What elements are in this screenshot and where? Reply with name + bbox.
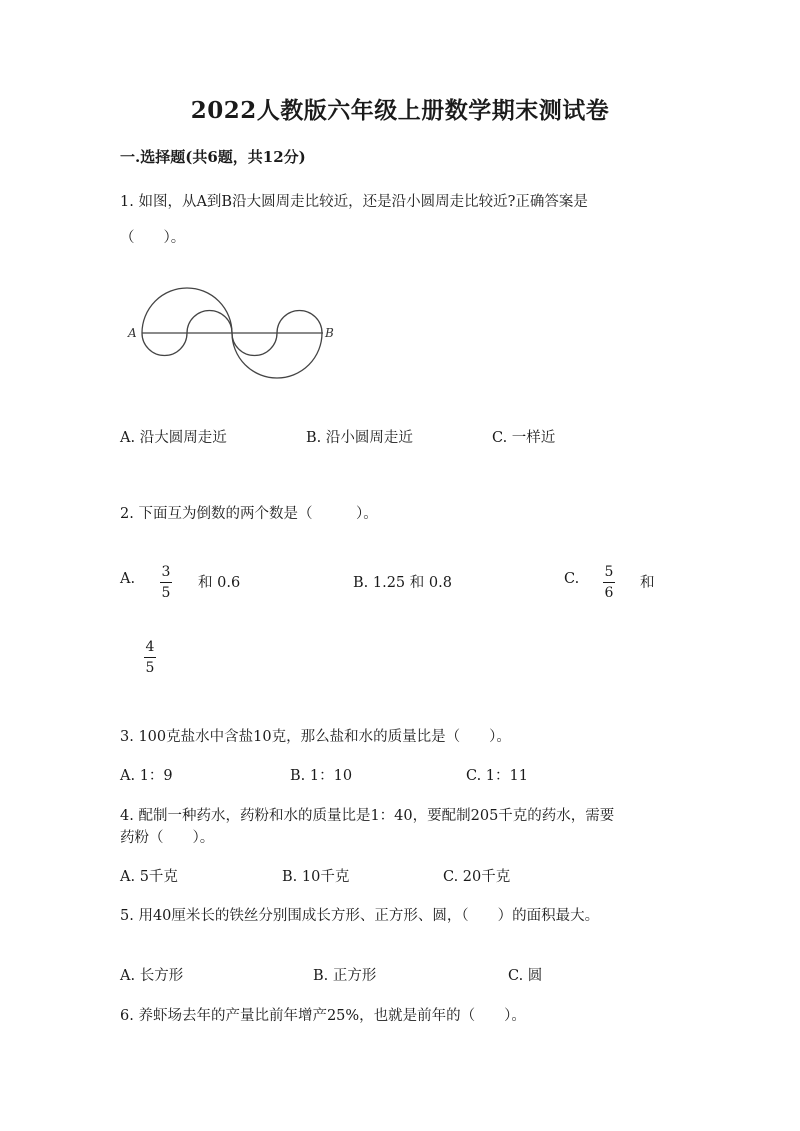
denominator: 6: [604, 585, 614, 601]
section-heading: 一.选择题(共6题，共12分): [120, 148, 306, 166]
q1-option-a[interactable]: A. 沿大圆周走近: [120, 430, 227, 446]
small-arc-2: [187, 311, 232, 334]
q4-option-c[interactable]: C. 20千克: [443, 869, 511, 885]
q1-text-line2: （ ）。: [120, 230, 186, 246]
q2-option-c-tail: 和: [640, 575, 655, 591]
page-title: 2022人教版六年级上册数学期末测试卷: [190, 97, 610, 124]
q6-text: 6. 养虾场去年的产量比前年增产25%，也就是前年的（ ）。: [120, 1008, 526, 1024]
q4-option-a[interactable]: A. 5千克: [120, 869, 178, 885]
label-b: B: [325, 326, 334, 340]
denominator: 5: [145, 660, 155, 676]
fraction-bar: [144, 657, 156, 658]
large-upper-arc: [142, 288, 232, 333]
q5-option-c[interactable]: C. 圆: [508, 968, 543, 984]
q5-text: 5. 用40厘米长的铁丝分别围成长方形、正方形、圆，（ ）的面积最大。: [120, 908, 600, 924]
small-arc-1: [142, 333, 187, 356]
large-lower-arc: [232, 333, 322, 378]
fraction-bar: [160, 582, 172, 583]
fraction-bar: [603, 582, 615, 583]
q1-text-line1: 1. 如图，从A到B沿大圆周走比较近，还是沿小圆周走比较近?正确答案是: [120, 194, 588, 210]
numerator: 4: [145, 639, 155, 655]
denominator: 5: [161, 585, 171, 601]
q4-text-line1: 4. 配制一种药水，药粉和水的质量比是1：40，要配制205千克的药水，需要: [120, 808, 615, 824]
q4-option-b[interactable]: B. 10千克: [282, 869, 350, 885]
q2-text: 2. 下面互为倒数的两个数是（ ）。: [120, 506, 378, 522]
q3-text: 3. 100克盐水中含盐10克，那么盐和水的质量比是（ ）。: [120, 729, 511, 745]
q2-option-b[interactable]: B. 1.25 和 0.8: [353, 575, 452, 591]
q1-circle-path-figure: [120, 275, 340, 385]
q2-option-a-fraction: [160, 565, 172, 600]
label-a: A: [128, 326, 137, 340]
q1-option-c[interactable]: C. 一样近: [492, 430, 556, 446]
q5-option-a[interactable]: A. 长方形: [120, 968, 184, 984]
q3-option-a[interactable]: A. 1：9: [120, 768, 173, 784]
q3-option-c[interactable]: C. 1：11: [466, 768, 528, 784]
small-arc-4: [277, 311, 322, 334]
q2-option-c-fraction-2: [144, 640, 156, 675]
q3-option-b[interactable]: B. 1：10: [290, 768, 353, 784]
q2-option-c-fraction: [603, 565, 615, 600]
numerator: 5: [604, 564, 614, 580]
q4-text-line2: 药粉（ ）。: [120, 830, 215, 846]
q2-option-a-tail: 和 0.6: [198, 575, 241, 591]
q1-option-b[interactable]: B. 沿小圆周走近: [306, 430, 413, 446]
small-arc-3: [232, 333, 277, 356]
q5-option-b[interactable]: B. 正方形: [313, 968, 377, 984]
numerator: 3: [161, 564, 171, 580]
q2-option-a-label[interactable]: A.: [120, 571, 136, 587]
q2-option-c-label[interactable]: C.: [564, 571, 580, 587]
